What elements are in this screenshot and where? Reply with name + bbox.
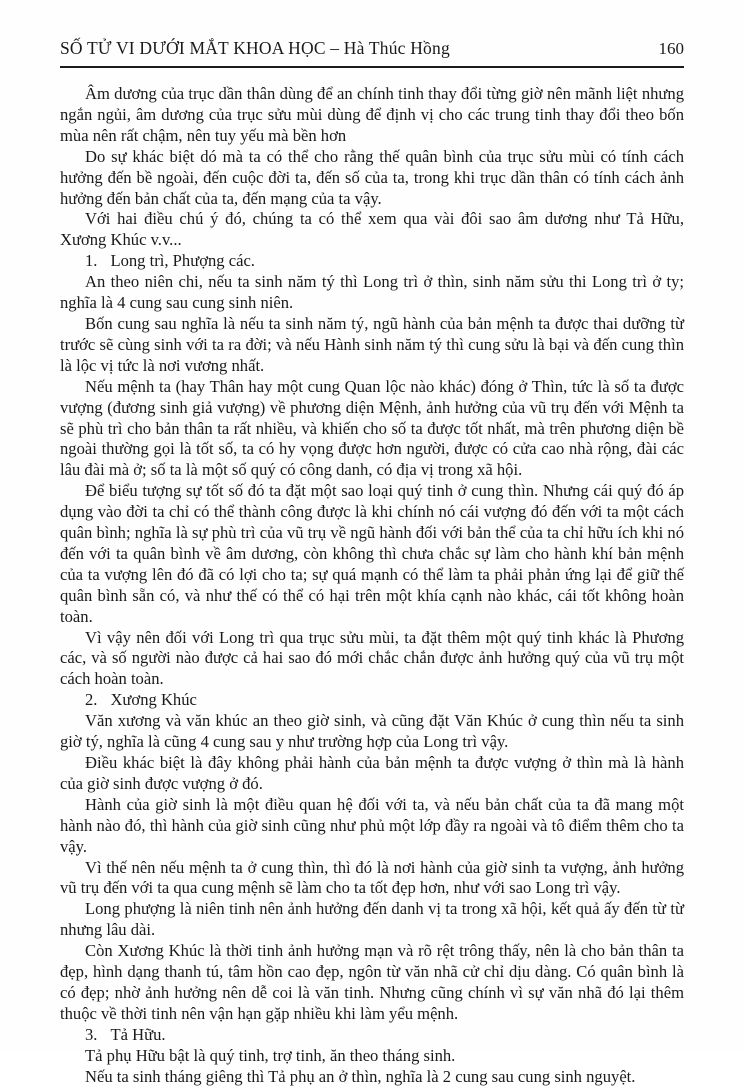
section-item-title: Tả Hữu. — [110, 1024, 166, 1044]
page-header — [60, 38, 684, 59]
paragraph: Do sự khác biệt dó mà ta có thể cho rằng thế quân bình của trục sửu mùi có tính cách hưởng đến bề ngoài, đến cuộc đời ta, đến số của ta, trong khi trục dần thân có tính cách ảnh hưởng đến bản chất của ta, đến mạng của ta vậy. — [60, 146, 684, 208]
header-divider — [60, 66, 684, 68]
body-paragraphs — [60, 84, 684, 1088]
section-item — [60, 251, 684, 272]
paragraph: Bốn cung sau nghĩa là nếu ta sinh năm tý, ngũ hành của bản mệnh ta được thai dưỡng từ trước sẽ cùng sinh với ta ra đời; và nếu Hành sinh năm tý thì cung sửu là bại và đến cung thìn là lộc vị tức là nơi vương nhất. — [60, 313, 684, 375]
paragraph: Nếu mệnh ta (hay Thân hay một cung Quan lộc nào khác) đóng ở Thìn, tức là số ta được vượng (đương sinh giả vượng) về phương diện Mệnh, ảnh hưởng của vũ trụ đến với Mệnh ta sẽ phù trì cho bản thân ta rất nhiều, và khiến cho số ta được tốt nhất, mà trên phương diện bề ngoài thường gọi là tốt số, ta có hy vọng được hơn người, được có cửa cao nhà rộng, đài các lâu đài mà ở; số ta là một số quý có công danh, có địa vị trong xã hội. — [60, 376, 684, 480]
paragraph: Nếu ta sinh tháng giêng thì Tả phụ an ở thìn, nghĩa là 2 cung sau cung sinh nguyệt. — [85, 1066, 636, 1086]
paragraph: Văn xương và văn khúc an theo giờ sinh, và cũng đặt Văn Khúc ở cung thìn nếu ta sinh giờ tý, nghĩa là cũng 4 cung sau y như trường hợp của Long trì vậy. — [60, 711, 684, 752]
page-number: 160 — [658, 39, 684, 58]
section-item-number: 2. — [85, 690, 98, 710]
section-item-title: Long trì, Phượng các. — [110, 251, 255, 271]
section-item-number: 1. — [85, 251, 98, 271]
paragraph: Với hai điều chú ý đó, chúng ta có thể xem qua vài đôi sao âm dương như Tả Hữu, Xương Khúc v.v... — [60, 209, 684, 250]
paragraph: Còn Xương Khúc là thời tinh ảnh hưởng mạn và rõ rệt trông thấy, nên là cho bản thân ta đẹp, hình dạng thanh tú, tâm hồn cao đẹp, ngôn từ văn nhã cử chỉ dịu dàng. Có quân bình là có đẹp; nhờ ảnh hưởng nên dễ coi là văn tinh. Nhưng cũng chính vì sự văn nhã đó lại thêm thuộc về thời tinh nên vận hạn gặp nhiều khi làm yểu mệnh. — [60, 941, 684, 1023]
paragraph: Vì vậy nên đối với Long trì qua trục sửu mùi, ta đặt thêm một quý tinh khác là Phương các, và số người nào được cả hai sao đó mới chắc chắn được ảnh hưởng quý của vũ trụ một cách hoàn toàn. — [60, 627, 684, 689]
paragraph: An theo niên chi, nếu ta sinh năm tý thì Long trì ở thìn, sinh năm sửu thi Long trì ở ty; nghĩa là 4 cung sau cung sinh niên. — [60, 272, 684, 313]
paragraph: Vì thế nên nếu mệnh ta ở cung thìn, thì đó là nơi hành của giờ sinh ta vượng, ảnh hưởng vũ trụ đến với ta qua cung mệnh sẽ làm cho ta tốt đẹp hơn, như với sao Long trì vậy. — [60, 857, 684, 898]
paragraph: Tả phụ Hữu bật là quý tinh, trợ tinh, ăn theo tháng sinh. — [85, 1045, 456, 1065]
paragraph: Hành của giờ sinh là một điều quan hệ đối với ta, và nếu bản chất của ta đã mang một hành nào đó, thì hành của giờ sinh cũng như phủ một lớp đầy ra ngoài và tô điểm thêm cho ta vậy. — [60, 794, 684, 856]
book-title: SỐ TỬ VI DƯỚI MẮT KHOA HỌC – Hà Thúc Hồng — [60, 38, 450, 58]
section-item-title: Xương Khúc — [110, 690, 197, 710]
section-item-number: 3. — [85, 1024, 98, 1044]
paragraph: Âm dương của trục dần thân dùng để an chính tinh thay đổi từng giờ nên mãnh liệt nhưng ngắn ngủi, âm dương của trục sửu mùi dùng để định vị cho các trung tinh thay đổi theo bốn mùa nên rất chậm, nên tuy yếu mà bền hơn — [60, 84, 684, 145]
paragraph: Điều khác biệt là đây không phải hành của bản mệnh ta được vượng ở thìn mà là hành của giờ sinh được vượng ở đó. — [60, 753, 684, 793]
paragraph: Long phượng là niên tinh nên ảnh hưởng đến danh vị ta trong xã hội, kết quả ấy đến từ từ nhưng lâu dài. — [60, 899, 684, 940]
paragraph: Để biểu tượng sự tốt số đó ta đặt một sao loại quý tinh ở cung thìn. Nhưng cái quý đó áp dụng vào đời ta chỉ có thể thành công được là khi chính nó cái vượng đó đến với ta một cách quân bình; nghĩa là sự phù trì của vũ trụ về ngũ hành đối với bản thể của ta chỉ hữu ích khi nó đến với ta quân bình về âm dương, còn không thì chưa chắc sự làm cho hành khí bản mệnh của ta vượng lên đó đã có lợi cho ta; sự quá mạnh có thể làm ta phải phản ứng lại để giữ thế quân bình sẵn có, và như thế có thể có hại trên một khía cạnh nào khác, cái tốt không hoàn toàn. — [60, 481, 684, 626]
section-item — [60, 1025, 684, 1046]
section-item — [60, 690, 684, 711]
